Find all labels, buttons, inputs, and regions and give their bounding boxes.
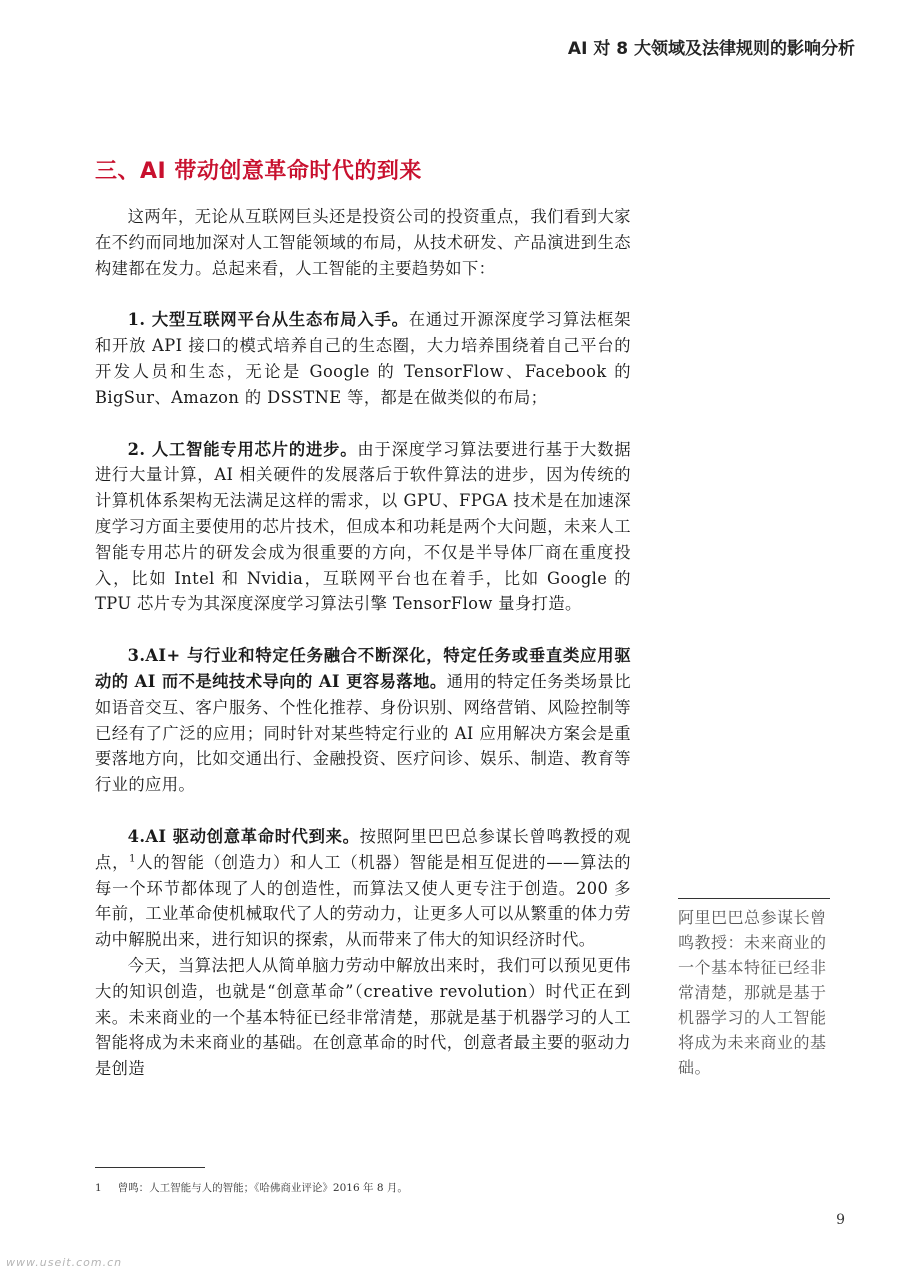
trend-item-1 (95, 307, 631, 410)
main-text (95, 204, 631, 1082)
trend-item-2-text: 由于深度学习算法要进行基于大数据进行大量计算，AI 相关硬件的发展落后于软件算法的进步，因为传统的计算机体系架构无法满足这样的需求，以 GPU、FPGA 技术是在加速深度学习方面主要使用的芯片技术，但成本和功耗是两个大问题，未来人工智能专用芯片的研发会成为很重要的方向，不仅是半导体厂商在重度投入，比如 Intel 和 Nvidia，互联网平台也在着手，比如 Google 的 TPU 芯片专为其深度深度学习算法引擎 TensorFlow 量身打造。 (95, 439, 631, 614)
trend-item-2-lead: 2. 人工智能专用芯片的进步。 (127, 439, 358, 459)
running-header: AI 对 8 大领域及法律规则的影响分析 (567, 39, 855, 59)
trend-item-3-text: 通用的特定任务类场景比如语音交互、客户服务、个性化推荐、身份识别、网络营销、风险控制等已经有了广泛的应用；同时针对某些特定行业的 AI 应用解决方案会是重要落地方向，比如交通出行、金融投资、医疗问诊、娱乐、制造、教育等行业的应用。 (95, 671, 632, 795)
sidebar-pull-quote: 阿里巴巴总参谋长曾鸣教授：未来商业的一个基本特征已经非常清楚，那就是基于机器学习的人工智能将成为未来商业的基础。 (678, 908, 827, 1077)
footnote-text: 曾鸣：人工智能与人的智能；《哈佛商业评论》2016 年 8 月。 (117, 1182, 408, 1194)
footnote-number: 1 (95, 1182, 102, 1194)
trend-item-4-text-a: 按照阿里巴巴总参谋长曾鸣教授的观点， (95, 826, 631, 872)
sidebar-divider (678, 898, 830, 899)
page-number: 9 (836, 1212, 845, 1228)
section-title: 三、AI 带动创意革命时代的到来 (95, 159, 422, 184)
trend-item-1-lead: 1. 大型互联网平台从生态布局入手。 (127, 310, 409, 330)
trend-item-4 (95, 824, 631, 953)
continuation-paragraph: 今天，当算法把人从简单脑力劳动中解放出来时，我们可以预见更伟大的知识创造，也就是“创意革命”（creative revolution）时代正在到来。未来商业的一个基本特征已经非常清楚，那就是基于机器学习的人工智能将成为未来商业的基础。在创意革命的时代，创意者最主要的驱动力是创造 (95, 955, 631, 1079)
trend-item-3 (95, 643, 631, 798)
intro-paragraph: 这两年，无论从互联网巨头还是投资公司的投资重点，我们看到大家在不约而同地加深对人工智能领域的布局，从技术研发、产品演进到生态构建都在发力。总起来看，人工智能的主要趋势如下： (95, 207, 631, 278)
watermark: www.useit.com.cn (6, 1256, 123, 1269)
trend-item-4-text-b: 人的智能（创造力）和人工（机器）智能是相互促进的——算法的每一个环节都体现了人的创造性，而算法又使人更专注于创造。200 多年前，工业革命使机械取代了人的劳动力，让更多人可以从繁重的体力劳动中解脱出来，进行知识的探索，从而带来了伟大的知识经济时代。 (95, 852, 631, 950)
footnote-reference[interactable]: 1 (129, 853, 136, 865)
trend-item-1-text: 在通过开源深度学习算法框架和开放 API 接口的模式培养自己的生态圈，大力培养围绕着自己平台的开发人员和生态，无论是 Google 的 TensorFlow、Facebook 的 BigSur、Amazon 的 DSSTNE 等，都是在做类似的布局； (95, 310, 631, 407)
trend-item-3-lead: 3.AI+ 与行业和特定任务融合不断深化，特定任务或垂直类应用驱动的 AI 而不是纯技术导向的 AI 更容易落地。 (95, 646, 631, 691)
footnote-divider (95, 1167, 205, 1168)
trend-item-4-lead: 4.AI 驱动创意革命时代到来。 (127, 826, 360, 846)
trend-item-2 (95, 437, 631, 618)
footnote (95, 1180, 408, 1195)
